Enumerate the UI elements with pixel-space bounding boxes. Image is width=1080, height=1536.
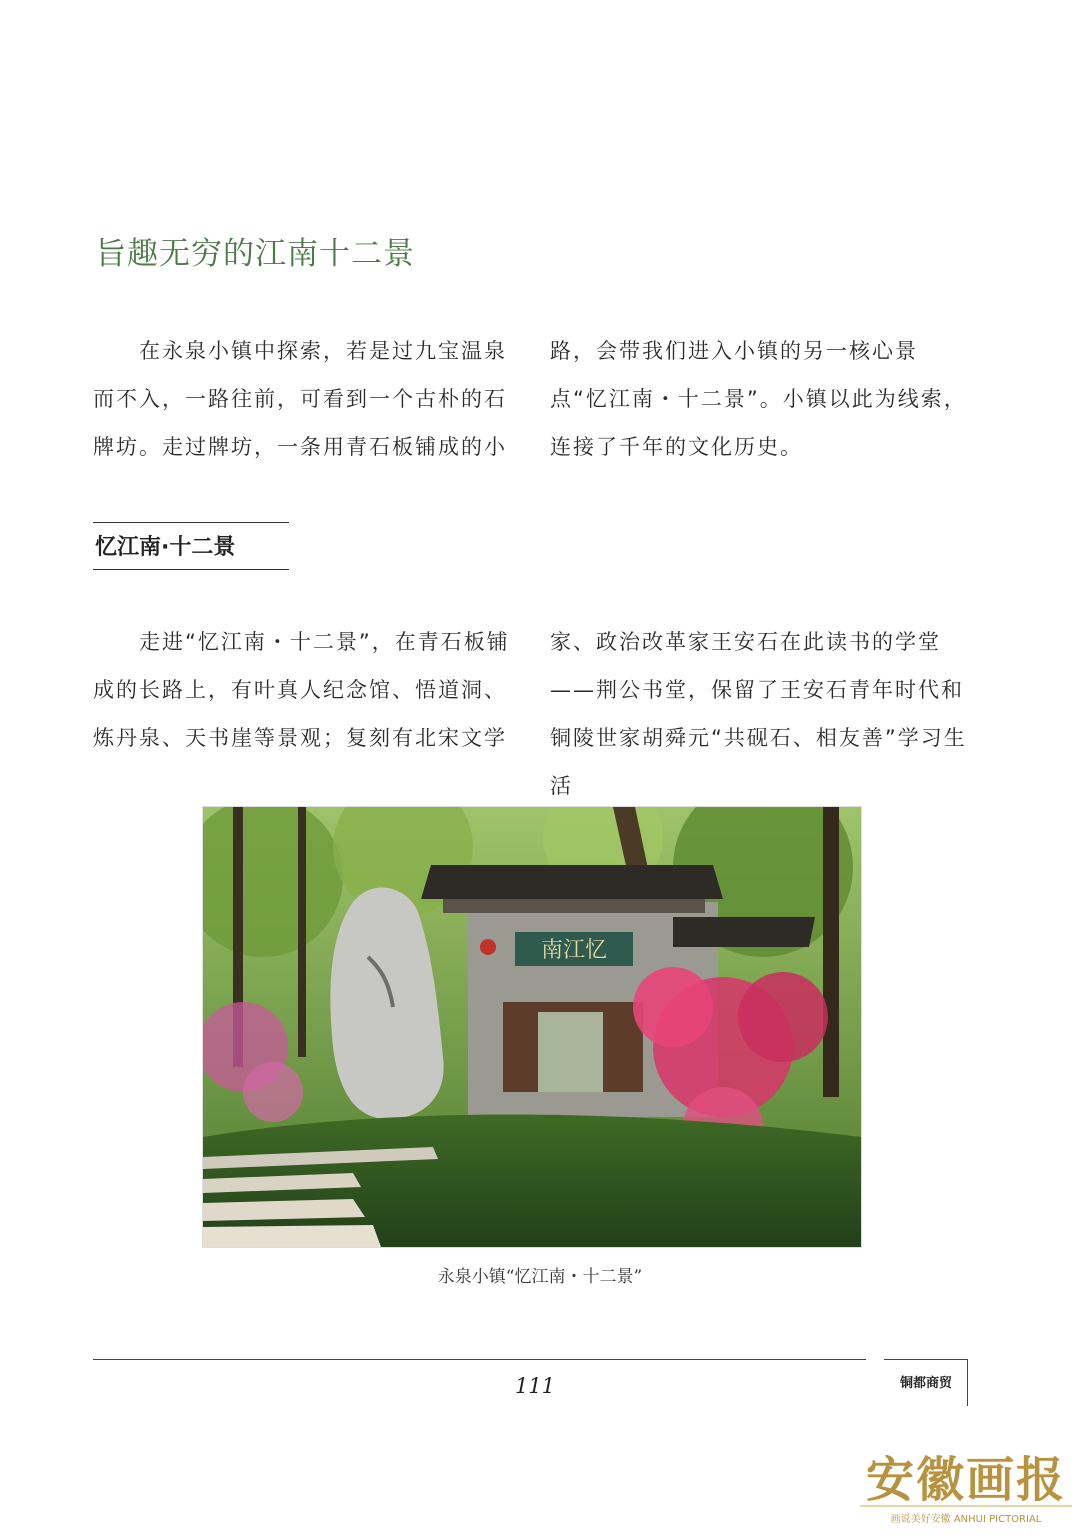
paragraph-2-left-text: 走进“忆江南・十二景”，在青石板铺成的长路上，有叶真人纪念馆、悟道洞、炼丹泉、天书崖等景观；复刻有北宋文学 (93, 630, 510, 750)
subheading-bottom-rule (93, 569, 289, 570)
footer-rule (93, 1359, 866, 1360)
photo-caption: 永泉小镇“忆江南・十二景” (437, 1267, 643, 1287)
gate-sign-text: 南江忆 (540, 938, 608, 963)
scenic-photo-illustration (203, 807, 861, 1247)
watermark-tagline: 画说美好安徽 ANHUI PICTORIAL (890, 1514, 1042, 1525)
section-heading: 旨趣无穷的江南十二景 (95, 236, 415, 272)
paragraph-2-left (93, 618, 513, 762)
paragraph-2-right-text: 家、政治改革家王安石在此读书的学堂——荆公书堂，保留了王安石青年时代和铜陵世家胡舜元“共砚石、相友善”学习生活 (550, 630, 967, 798)
scenic-photo (202, 806, 862, 1248)
page-number: 111 (514, 1374, 556, 1398)
magazine-section-label: 铜都商贸 (900, 1376, 953, 1391)
paragraph-1-left (93, 327, 513, 471)
paragraph-1-right (550, 327, 970, 471)
paragraph-1-left-text: 在永泉小镇中探索，若是过九宝温泉而不入，一路往前，可看到一个古朴的石牌坊。走过牌坊，一条用青石板铺成的小 (93, 339, 507, 459)
paragraph-1-right-text: 路，会带我们进入小镇的另一核心景点“忆江南・十二景”。小镇以此为线索，连接了千年的文化历史。 (550, 339, 967, 459)
anhui-pictorial-watermark-logo (856, 1448, 1076, 1532)
watermark-title: 安徽画报 (865, 1452, 1067, 1508)
subheading-top-rule (93, 522, 289, 523)
subheading: 忆江南·十二景 (95, 535, 236, 560)
paragraph-2-right (550, 618, 970, 810)
